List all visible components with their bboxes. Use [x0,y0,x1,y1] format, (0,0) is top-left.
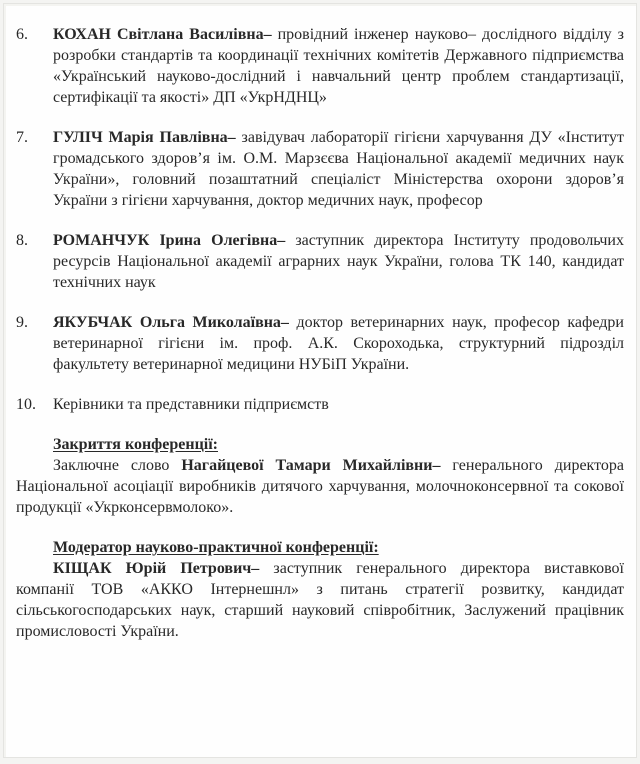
person-description: заступник генерального директора виставкової компанії ТОВ «АККО Інтернешнл» з питань стратегії розвитку, кандидат сільськогосподарських наук, старший науковий співробітник, Заслужений працівник промисловості України. [16,560,624,640]
item-text [53,230,624,293]
person-name: ГУЛІЧ Марія Павлівна– [53,129,236,146]
item-text [53,312,624,375]
list-item [4,394,636,415]
person-name: РОМАНЧУК Ірина Олегівна– [53,232,286,249]
person-description: Керівники та представники підприємств [53,396,329,413]
list-item [4,127,636,211]
list-item [4,24,636,108]
list-item [4,312,636,375]
moderator-section [4,537,636,642]
list-item [4,230,636,293]
closing-section [4,434,636,518]
moderator-paragraph [16,558,624,642]
item-text [53,394,624,415]
item-text [53,127,624,211]
person-name: КОХАН Світлана Василівна– [53,26,272,43]
person-description: провідний інженер науково– дослідного відділу з розробки стандартів та координації технічних комітетів Державного підприємства «Український науково-дослідний і навчальний центр проблем стандартизації, сертифікації та якості» ДП «УкрНДНЦ» [53,26,625,106]
moderator-heading: Модератор науково-практичної конференції: [53,539,379,556]
closing-lead: Заключне слово [53,457,182,474]
person-name: Нагайцевої Тамари Михайлівни– [181,457,441,474]
item-number: 9. [16,314,28,331]
document-content [4,24,636,661]
person-description: заступник директора Інституту продовольчих ресурсів Національної академії аграрних наук України, голова ТК 140, кандидат технічних наук [53,232,624,291]
scanned-document-page [3,3,637,758]
item-number: 8. [16,232,28,249]
item-number: 10. [16,396,36,413]
person-name: КІЩАК Юрій Петрович– [53,560,260,577]
item-text [53,24,624,108]
person-description: доктор ветеринарних наук, професор кафедри ветеринарної гігієни ім. проф. А.К. Скороходька, структурний підрозділ факультету ветеринарної медицини НУБіП України. [53,314,624,373]
person-description: генерального директора Національної асоціації виробників дитячого харчування, молочноконсервної та сокової продукції «Укрконсервмолоко». [16,457,624,516]
item-number: 7. [16,129,28,146]
closing-heading: Закриття конференції: [53,436,218,453]
closing-paragraph [16,455,624,518]
person-name: ЯКУБЧАК Ольга Миколаївна– [53,314,289,331]
item-number: 6. [16,26,28,43]
person-description: завідувач лабораторії гігієни харчування ДУ «Інститут громадського здоров’я ім. О.М. Марзєєва Національної академії медичних наук України», головний позаштатний спеціаліст Міністерства охорони здоров’я України з гігієни харчування, доктор медичних наук, професор [53,129,625,209]
